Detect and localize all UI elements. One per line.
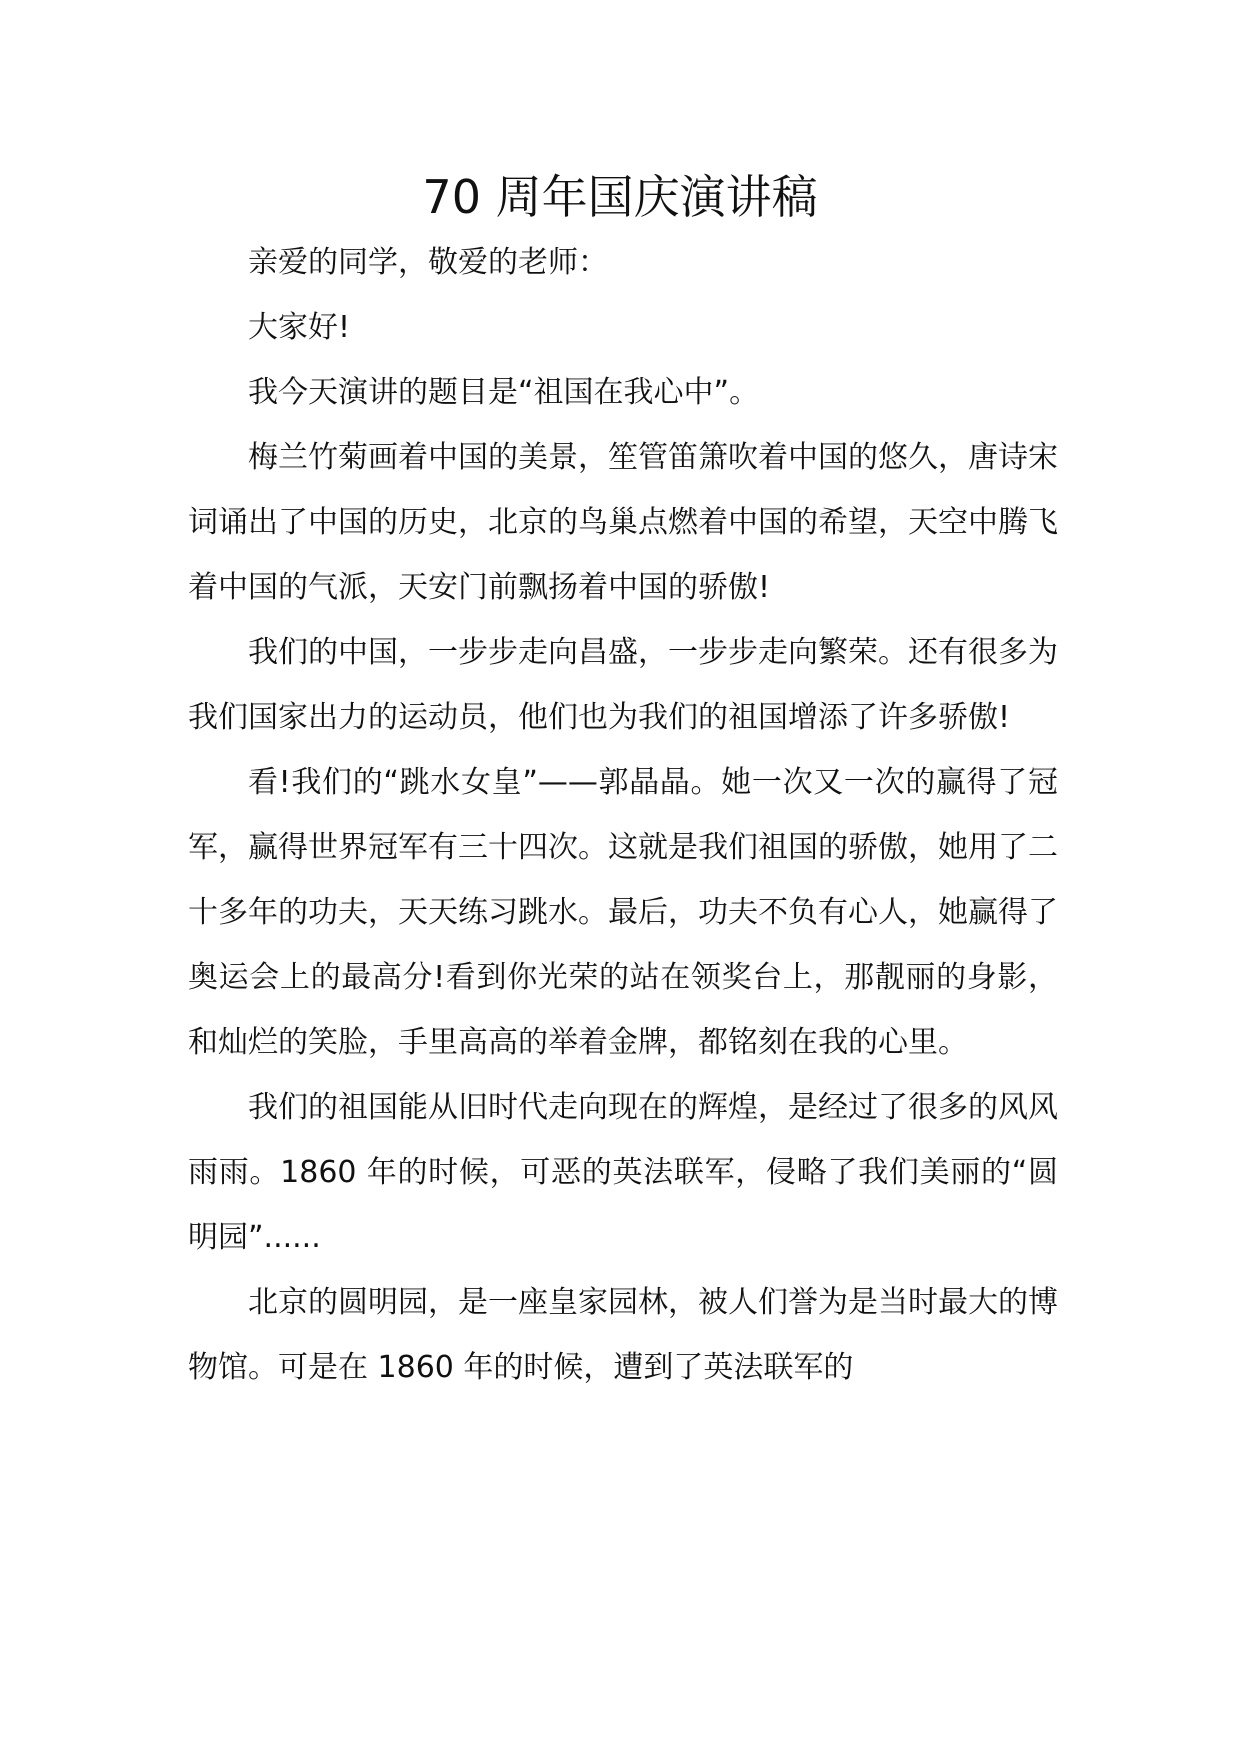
document-title: 70 周年国庆演讲稿 [422,170,818,224]
paragraph-hello: 大家好! [248,310,351,345]
document-body [188,230,1058,1400]
paragraph-culture: 梅兰竹菊画着中国的美景，笙管笛箫吹着中国的悠久，唐诗宋词诵出了中国的历史，北京的鸟巢点燃着中国的希望，天空中腾飞着中国的气派，天安门前飘扬着中国的骄傲! [188,440,1058,605]
paragraph-guo-jingjing: 看!我们的“跳水女皇”——郭晶晶。她一次又一次的赢得了冠军，赢得世界冠军有三十四次。这就是我们祖国的骄傲，她用了二十多年的功夫，天天练习跳水。最后，功夫不负有心人，她赢得了奥运会上的最高分!看到你光荣的站在领奖台上，那靓丽的身影，和灿烂的笑脸，手里高高的举着金牌，都铭刻在我的心里。 [188,765,1058,1060]
paragraph-prosperity: 我们的中国，一步步走向昌盛，一步步走向繁荣。还有很多为我们国家出力的运动员，他们也为我们的祖国增添了许多骄傲! [188,635,1058,735]
paragraph-yuanmingyuan: 北京的圆明园，是一座皇家园林，被人们誉为是当时最大的博物馆。可是在 1860 年的时候，遭到了英法联军的 [188,1285,1058,1385]
paragraph-greeting: 亲爱的同学，敬爱的老师： [248,245,608,280]
paragraph-history: 我们的祖国能从旧时代走向现在的辉煌，是经过了很多的风风雨雨。1860 年的时候，可恶的英法联军，侵略了我们美丽的“圆明园”...... [188,1090,1058,1255]
paragraph-topic: 我今天演讲的题目是“祖国在我心中”。 [248,375,760,410]
